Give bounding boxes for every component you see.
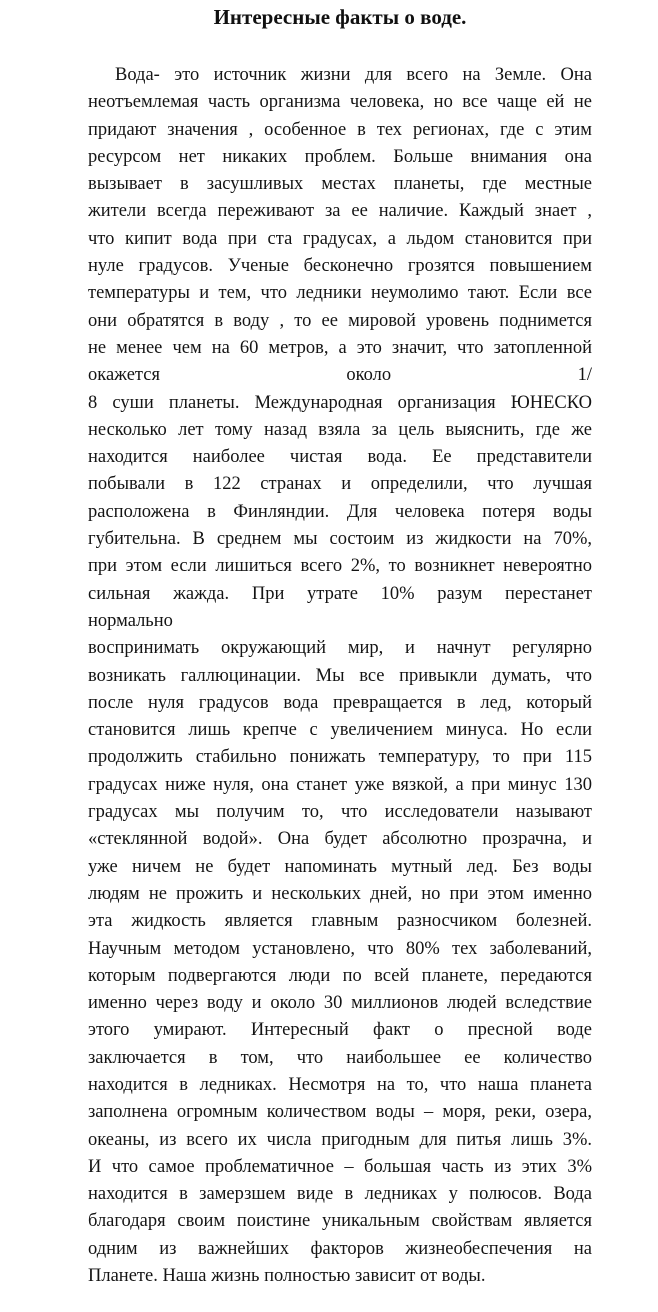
text-line: одним из важнейших факторов жизнеобеспечения на — [88, 1238, 592, 1259]
text-line: градусах мы получим то, что исследователи называют — [88, 802, 592, 823]
text-line: эта жидкость является главным разносчиком болезней. — [88, 911, 592, 932]
text-line: Вода- это источник жизни для всего на Земле. Она — [115, 65, 592, 85]
text-line: продолжить стабильно понижать температуру, то при 115 — [88, 747, 592, 768]
text-line: уже ничем не будет напоминать мутный лед. Без воды — [88, 856, 592, 877]
text-line: находится в ледниках. Несмотря на то, что наша планета — [88, 1074, 592, 1095]
text-line: этого умирают. Интересный факт о пресной воде — [88, 1020, 592, 1041]
text-line: что кипит вода при ста градусах, а льдом становится при — [88, 228, 592, 249]
text-line: именно через воду и около 30 миллионов людей вследствие — [88, 993, 592, 1014]
document-body — [88, 62, 592, 1290]
text-line: становится лишь крепче с увеличением минуса. Но если — [88, 720, 592, 741]
text-line: нуле градусов. Ученые бесконечно грозятся повышением — [88, 256, 592, 277]
text-line: Научным методом установлено, что 80% тех заболеваний, — [88, 938, 592, 959]
text-line: океаны, из всего их числа пригодным для питья лишь 3%. — [88, 1129, 592, 1150]
text-line: градусах ниже нуля, она станет уже вязкой, а при минус 130 — [88, 774, 592, 795]
text-line: находится наиболее чистая вода. Ее представители — [88, 447, 592, 468]
text-line: жители всегда переживают за ее наличие. Каждый знает , — [88, 201, 592, 222]
text-line: которым подвергаются люди по всей планете, передаются — [88, 965, 592, 986]
text-line: температуры и тем, что ледники неумолимо тают. Если все — [88, 283, 592, 304]
text-line: несколько лет тому назад взяла за цель выяснить, где же — [88, 419, 592, 440]
text-line: 8 суши планеты. Международная организация ЮНЕСКО — [88, 392, 592, 413]
text-line: воспринимать окружающий мир, и начнут регулярно — [88, 638, 592, 659]
text-line: ресурсом нет никаких проблем. Больше внимания она — [88, 146, 592, 167]
text-line: нормально — [88, 610, 173, 631]
text-line: не менее чем на 60 метров, а это значит, что затопленной — [88, 337, 592, 358]
text-line: людям не прожить и нескольких дней, но при этом именно — [88, 883, 592, 904]
text-line: заключается в том, что наибольшее ее количество — [88, 1047, 592, 1068]
text-line: при этом если лишиться всего 2%, то возникнет невероятно — [88, 556, 592, 577]
text-line: И что самое проблематичное – большая часть из этих 3% — [88, 1156, 592, 1177]
text-line: Планете. Наша жизнь полностью зависит от воды. — [88, 1266, 486, 1287]
text-line: они обратятся в воду , то ее мировой уровень поднимется — [88, 310, 592, 331]
text-line: «стеклянной водой». Она будет абсолютно прозрачна, и — [88, 829, 592, 850]
text-line: вызывает в засушливых местах планеты, где местные — [88, 174, 592, 195]
text-line: окажется около 1/ — [88, 365, 592, 386]
text-line: заполнена огромным количеством воды – моря, реки, озера, — [88, 1102, 592, 1123]
document-title: Интересные факты о воде. — [213, 5, 467, 29]
text-line: благодаря своим поистине уникальным свойствам является — [88, 1211, 592, 1232]
text-line: побывали в 122 странах и определили, что лучшая — [88, 474, 592, 495]
text-line: сильная жажда. При утрате 10% разум перестанет — [88, 583, 592, 604]
text-line: после нуля градусов вода превращается в лед, который — [88, 692, 592, 713]
text-line: расположена в Финляндии. Для человека потеря воды — [88, 501, 592, 522]
text-line: неотъемлемая часть организма человека, но все чаще ей не — [88, 92, 592, 113]
text-line: губительна. В среднем мы состоим из жидкости на 70%, — [88, 529, 592, 550]
text-line: возникать галлюцинации. Мы все привыкли думать, что — [88, 665, 592, 686]
text-line: находится в замерзшем виде в ледниках у полюсов. Вода — [88, 1184, 592, 1205]
text-line: придают значения , особенное в тех регионах, где с этим — [88, 119, 592, 140]
